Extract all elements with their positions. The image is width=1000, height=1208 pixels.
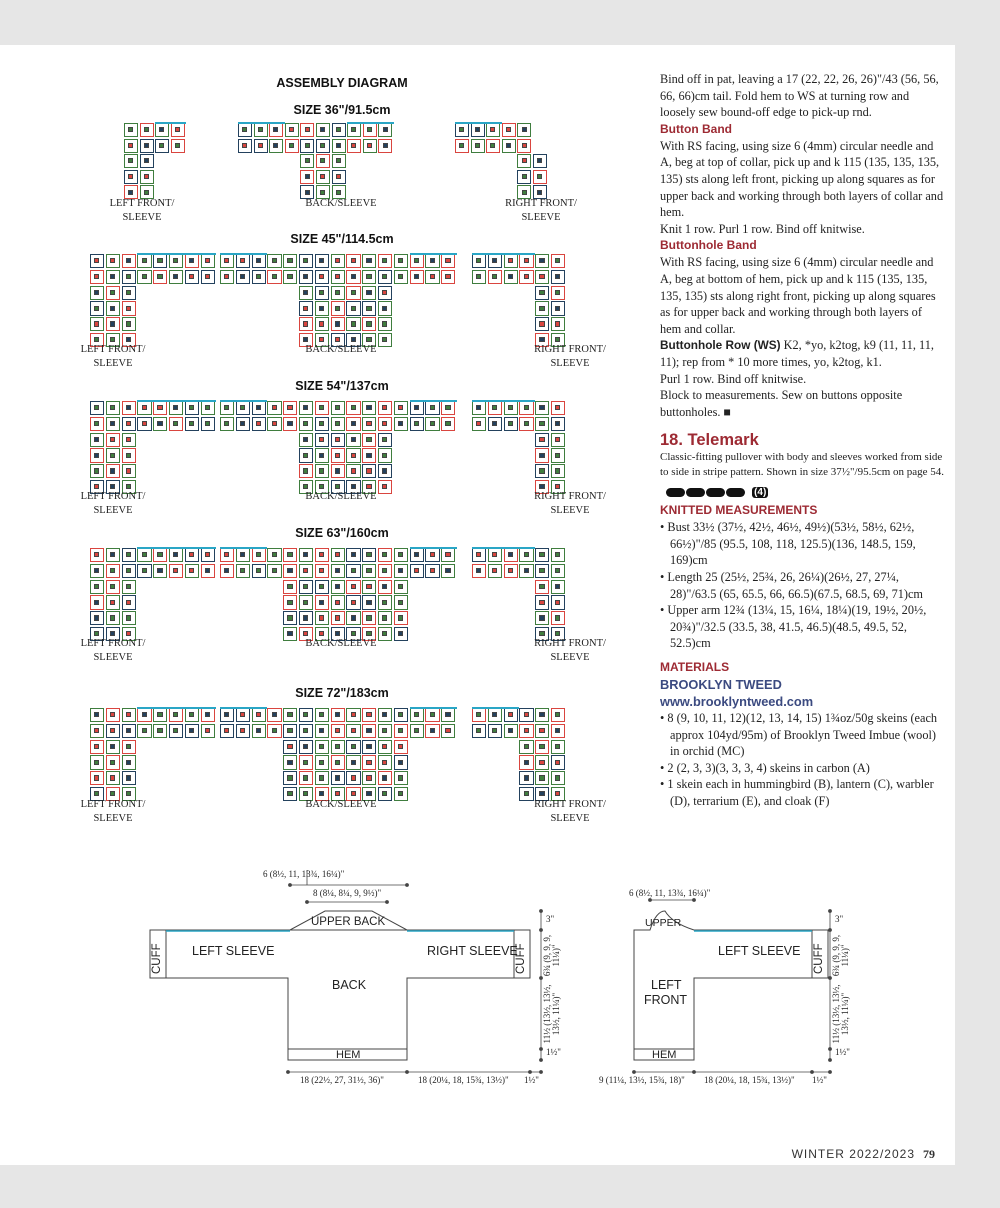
piece-label-line: SLEEVE — [550, 652, 590, 663]
left-front-label-line1: LEFT — [651, 978, 682, 992]
pattern-description: Classic-fitting pullover with body and sleeves worked from side to side in stripe pattern. Shown in size 37½"/95.5cm on page 54. — [660, 451, 945, 478]
button-band-heading: Button Band — [660, 121, 732, 136]
measurement-length: • Length 25 (25½, 25¾, 26, 26¼)(26½, 27, 27¼, 28)"/63.5 (65, 65.5, 66, 66.5)(67.5, 68.5, 69, 71)cm — [660, 570, 923, 601]
knitted-measurements-heading: KNITTED MEASUREMENTS — [660, 503, 818, 518]
brand-url-link[interactable]: www.brooklyntweed.com — [660, 694, 814, 710]
back-label: BACK — [332, 978, 367, 992]
piece-label-line: LEFT FRONT/ — [80, 344, 146, 355]
left-sleeve-label: LEFT SLEEVE — [192, 944, 275, 958]
dim-front-hem: 1½" — [835, 1047, 850, 1057]
dim-back-bottom-mid: 18 (20¼, 18, 15¾, 13½)" — [418, 1075, 509, 1085]
dim-back-neck: 6 (8½, 11, 13¾, 16¼)" — [263, 869, 345, 879]
buttonhole-row-body: K2, *yo, k2tog, k9 (11, 11, 11, 11); rep from * 10 more times, yo, k2tog, k1. — [660, 338, 934, 369]
piece-label-line: SLEEVE — [93, 358, 133, 369]
piece-label-line: BACK/SLEEVE — [305, 344, 377, 355]
issue-label: WINTER 2022/2023 — [791, 1147, 915, 1161]
piece-label-line: RIGHT FRONT/ — [505, 198, 577, 209]
piece-label-line: SLEEVE — [93, 813, 133, 824]
upper-back-label: UPPER BACK — [311, 916, 386, 928]
yarn-brand: BROOKLYN TWEED — [660, 677, 782, 693]
piece-label-line: LEFT FRONT/ — [109, 198, 175, 209]
piece-label-line: SLEEVE — [93, 505, 133, 516]
front-hem-label: HEM — [652, 1049, 677, 1061]
front-cuff-label: CUFF — [813, 943, 825, 974]
bind-off-paragraph: Bind off in pat, leaving a 17 (22, 22, 26, 26)"/43 (56, 56, 66, 66)cm tail. Fold hem to WS at turning row and loosely sew bound-off edge to pick-up rnd. — [660, 72, 939, 120]
size-label: SIZE 45"/114.5cm — [290, 232, 394, 246]
magazine-page — [0, 45, 955, 1165]
buttonhole-band-heading: Buttonhole Band — [660, 238, 757, 253]
piece-label-line: RIGHT FRONT/ — [534, 638, 606, 649]
piece-label-line: SLEEVE — [521, 212, 561, 223]
cuff-label-left: CUFF — [151, 943, 163, 974]
piece-label-line: LEFT FRONT/ — [80, 799, 146, 810]
piece-label-line: LEFT FRONT/ — [80, 491, 146, 502]
piece-label-line: BACK/SLEEVE — [305, 799, 377, 810]
button-band-paragraph: With RS facing, using size 6 (4mm) circular needle and A, beg at top of collar, pick up and k 115 (135, 135, 135, 135) sts along left front, picking up along squares as for upper back and working through both layers of collar and hem. — [660, 138, 944, 220]
button-band-finish: Knit 1 row. Purl 1 row. Bind off knitwise. — [660, 221, 865, 236]
dim-front-bottom-left: 9 (11¼, 13½, 15¾, 18)" — [599, 1075, 685, 1085]
upper-label: UPPER — [645, 917, 682, 929]
dim-back-3: 3" — [546, 914, 555, 924]
dim-back-body: 11½ (13½, 13½, 13½, 11¼)" — [542, 984, 561, 1044]
page-number: 79 — [923, 1147, 935, 1161]
pattern-title: 18. Telemark — [660, 431, 759, 450]
piece-label-line: SLEEVE — [550, 505, 590, 516]
piece-label-line: RIGHT FRONT/ — [534, 344, 606, 355]
size-label: SIZE 63"/160cm — [295, 526, 389, 540]
piece-label-line: BACK/SLEEVE — [305, 198, 377, 209]
dim-back-bottom-right: 1½" — [524, 1075, 539, 1085]
materials-heading: MATERIALS — [660, 660, 730, 675]
dim-front-bottom-right: 1½" — [812, 1075, 827, 1085]
piece-label-line: LEFT FRONT/ — [80, 638, 146, 649]
assembly-diagram-title: ASSEMBLY DIAGRAM — [276, 76, 408, 90]
size-label: SIZE 36"/91.5cm — [293, 103, 391, 117]
piece-label-line: SLEEVE — [122, 212, 162, 223]
block-text: Block to measurements. Sew on buttons opposite buttonholes. ■ — [660, 388, 903, 419]
dim-front-sleeve: 6¾ (9, 9, 9, 11¼)" — [831, 934, 850, 977]
yarn-weight-icon: (4) — [754, 487, 767, 499]
piece-label-line: SLEEVE — [550, 358, 590, 369]
measurement-bust: • Bust 33½ (37½, 42½, 46½, 49½)(53½, 58½, 62½, 66½)"/85 (95.5, 108, 118, 125.5)(136, 148.5, 159, 169)cm — [660, 520, 916, 568]
piece-label-line: RIGHT FRONT/ — [534, 799, 606, 810]
buttonhole-row-label: Buttonhole Row (WS) — [660, 338, 781, 353]
materials-item-contrast: • 1 skein each in hummingbird (B), lantern (C), warbler (D), terrarium (E), and cloak (F) — [660, 777, 934, 808]
dim-back-hem: 1½" — [546, 1047, 561, 1057]
dim-front-bottom-mid: 18 (20¼, 18, 15¾, 13½)" — [704, 1075, 795, 1085]
size-label: SIZE 54"/137cm — [295, 379, 389, 393]
piece-label-line: SLEEVE — [550, 813, 590, 824]
piece-label-line: RIGHT FRONT/ — [534, 491, 606, 502]
size-label: SIZE 72"/183cm — [295, 686, 389, 700]
page-footer — [792, 1147, 935, 1162]
purl-row-text: Purl 1 row. Bind off knitwise. — [660, 371, 807, 386]
left-front-label-line2: FRONT — [644, 993, 688, 1007]
schematic-lines — [0, 45, 955, 1165]
dim-upper-back: 8 (8¼, 8¼, 9, 9½)" — [313, 888, 382, 898]
front-left-sleeve-label: LEFT SLEEVE — [718, 944, 801, 958]
dim-back-bottom-left: 18 (22½, 27, 31½, 36)" — [300, 1075, 384, 1085]
measurement-upper-arm: • Upper arm 12¾ (13¼, 15, 16¼, 18¼)(19, 19½, 20½, 20¾)"/32.5 (33.5, 38, 41.5, 46.5)(48.5, 49.5, 52, 52.5)cm — [660, 603, 927, 651]
right-sleeve-label: RIGHT SLEEVE — [427, 944, 518, 958]
piece-label-line: BACK/SLEEVE — [305, 491, 377, 502]
dim-front-neck: 6 (8½, 11, 13¾, 16¼)" — [629, 888, 711, 898]
dim-front-body: 11½ (13½, 13½, 13½, 11¼)" — [831, 984, 850, 1044]
dim-back-sleeve: 6¾ (9, 9, 9, 11¼)" — [542, 934, 561, 977]
materials-item-a: • 2 (2, 3, 3)(3, 3, 3, 4) skeins in carbon (A) — [660, 760, 870, 775]
cuff-label-right: CUFF — [515, 943, 527, 974]
dim-front-3: 3" — [835, 914, 844, 924]
buttonhole-band-paragraph: With RS facing, using size 6 (4mm) circular needle and A, beg at bottom of hem, pick up and k 115 (135, 135, 135, 135) sts along right front, picking up along squares as for upper back and working through both layers of hem and collar. — [660, 255, 936, 336]
hem-label: HEM — [336, 1049, 361, 1061]
materials-item-mc: • 8 (9, 10, 11, 12)(12, 13, 14, 15) 1¾oz/50g skeins (each approx 104yd/95m) of Brooklyn Tweed Imbue (wool) in orchid (MC) — [660, 711, 938, 759]
piece-label-line: SLEEVE — [93, 652, 133, 663]
piece-label-line: BACK/SLEEVE — [305, 638, 377, 649]
